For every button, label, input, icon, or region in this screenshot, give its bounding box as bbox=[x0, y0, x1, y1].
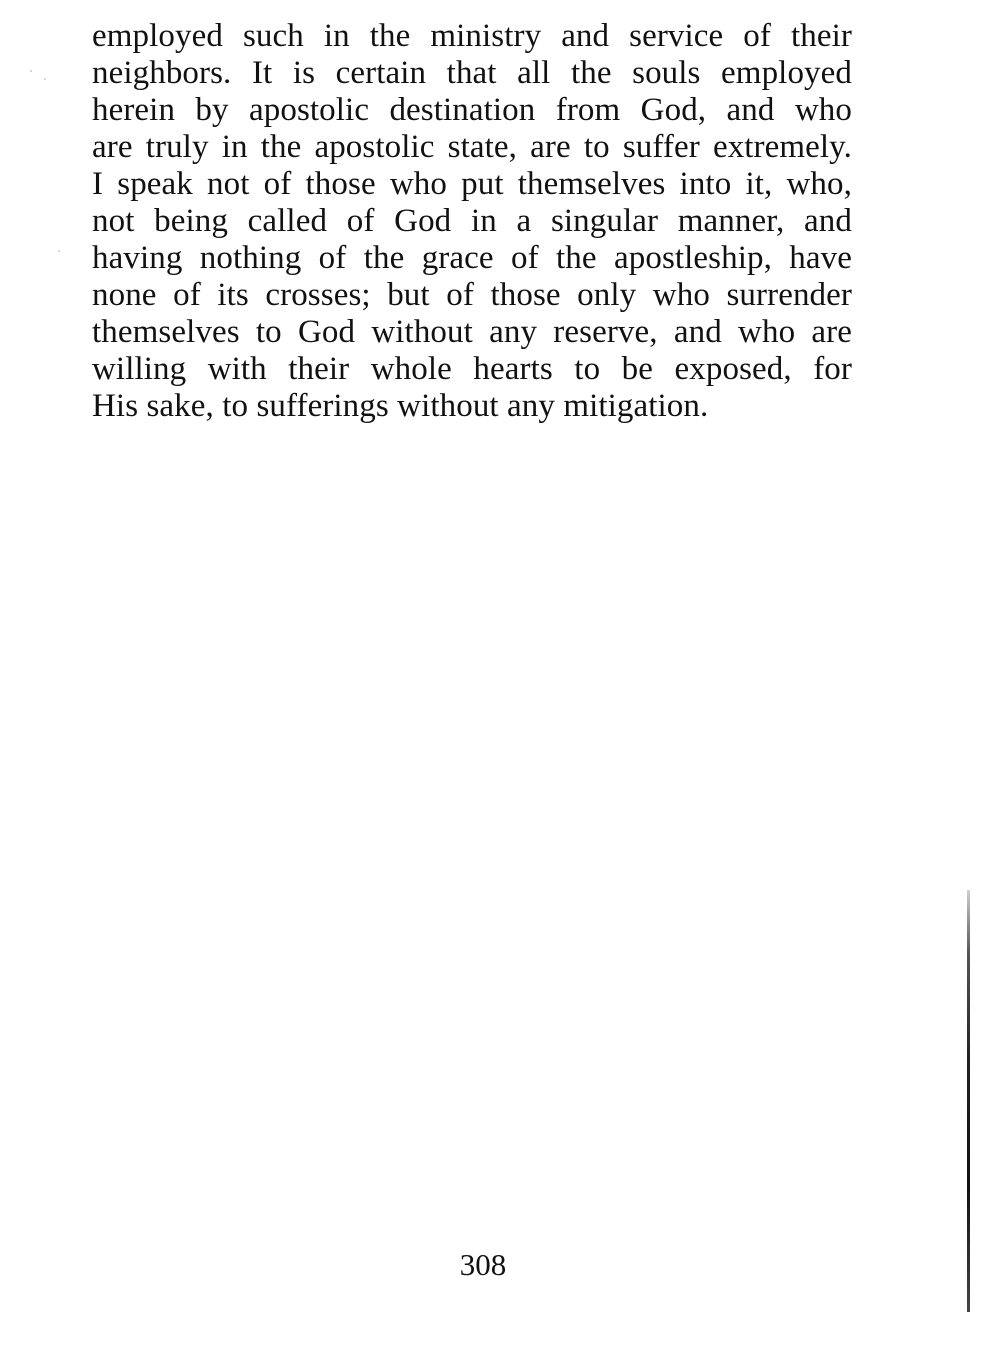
scan-speck bbox=[44, 78, 46, 80]
text-line: I speak not of those who put themselves into it, who, bbox=[92, 166, 852, 202]
text-line: willing with their whole hearts to be exposed, for bbox=[92, 351, 852, 387]
text-line: His sake, to sufferings without any mitigation. bbox=[92, 388, 709, 424]
text-line: neighbors. It is certain that all the souls employed bbox=[92, 55, 852, 91]
scan-speck bbox=[58, 250, 60, 252]
scan-speck bbox=[30, 70, 32, 72]
body-text bbox=[92, 18, 852, 425]
text-line: themselves to God without any reserve, and who are bbox=[92, 314, 852, 350]
text-line: none of its crosses; but of those only who surrender bbox=[92, 277, 852, 313]
text-line: employed such in the ministry and service of their bbox=[92, 18, 852, 54]
page-number: 308 bbox=[459, 1247, 507, 1282]
text-line: herein by apostolic destination from God, and who bbox=[92, 92, 852, 128]
scan-edge-shadow bbox=[967, 890, 970, 1312]
text-line: are truly in the apostolic state, are to suffer extremely. bbox=[92, 129, 852, 165]
text-line: not being called of God in a singular manner, and bbox=[92, 203, 852, 239]
text-line: having nothing of the grace of the apostleship, have bbox=[92, 240, 852, 276]
